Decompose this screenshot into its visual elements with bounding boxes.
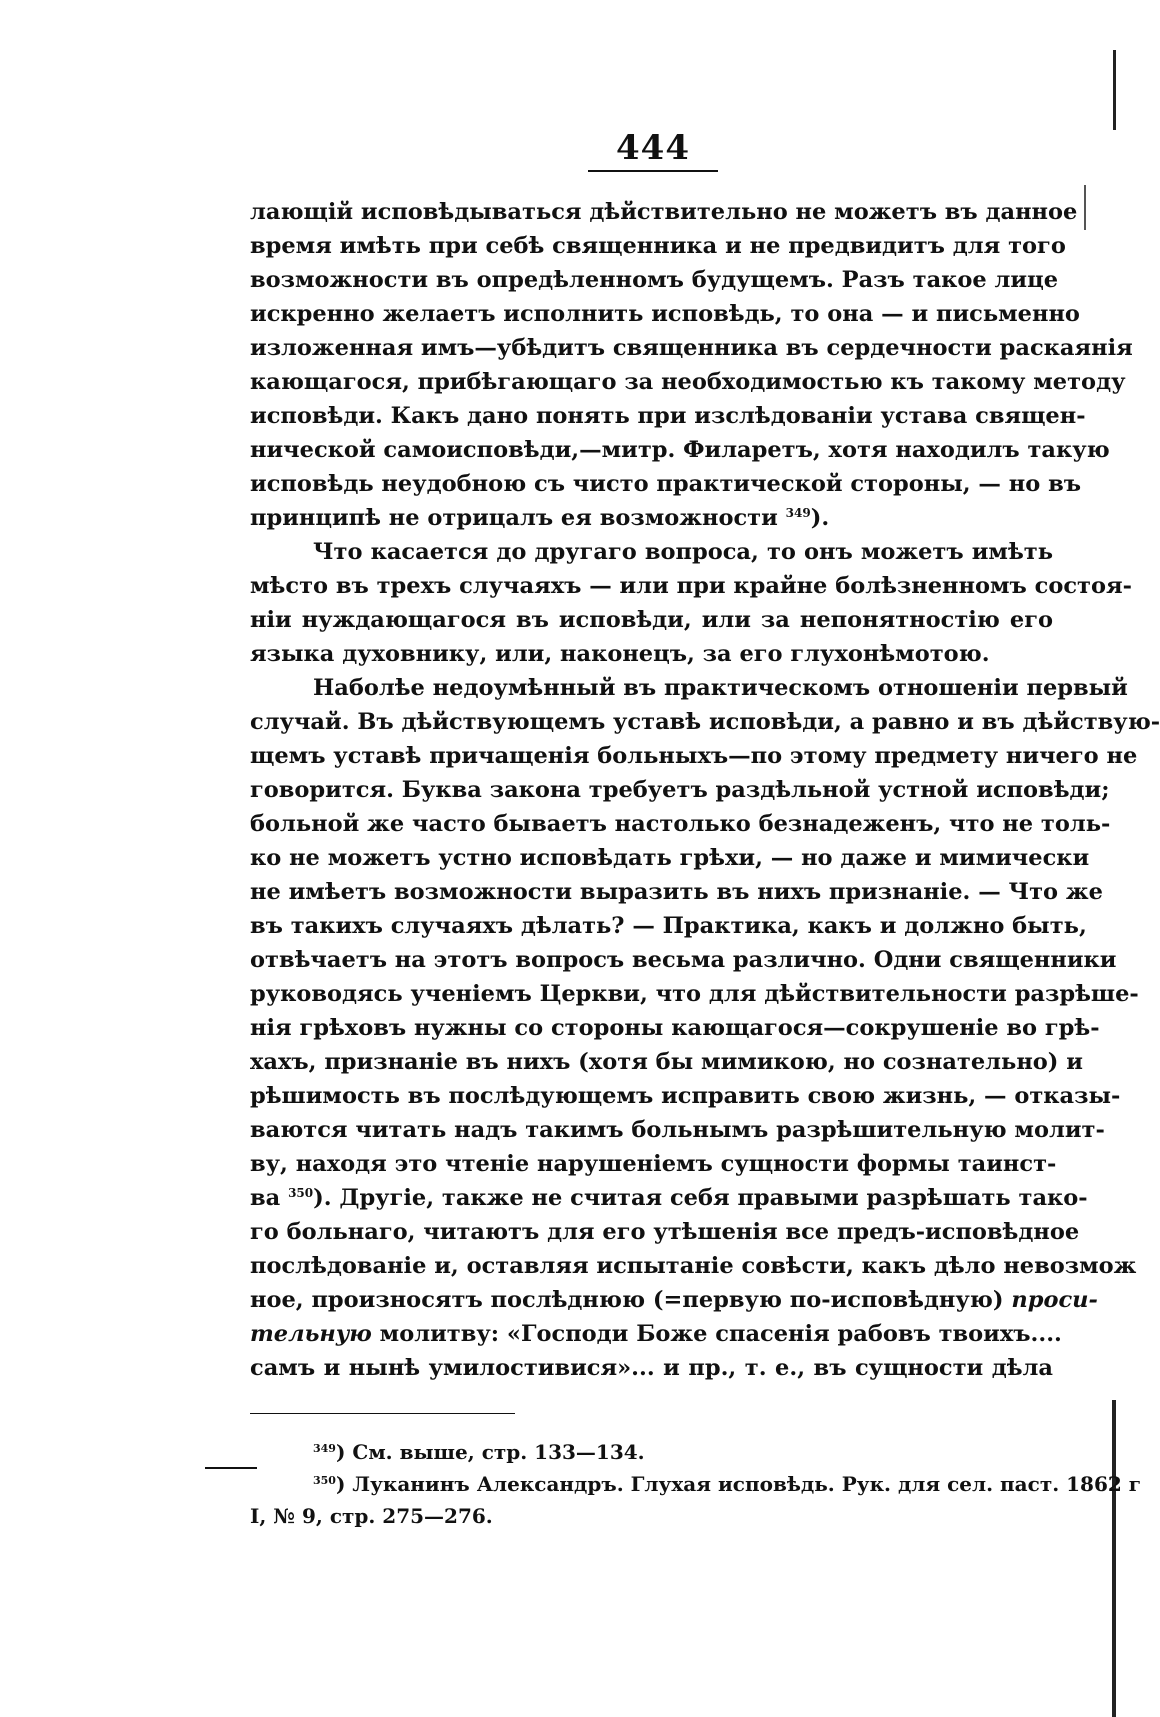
text-line: рѣшимость въ послѣдующемъ исправить свою жизнь, — отказы- (250, 1083, 1121, 1109)
text-line: Наболѣе недоумѣнный въ практическомъ отношеніи первый (313, 675, 1128, 701)
text-line (250, 501, 1053, 535)
text-line: исповѣдь неудобною съ чисто практической стороны, — но въ (250, 471, 1081, 497)
text-line: отвѣчаетъ на этотъ вопросъ весьма различно. Одни священники (250, 947, 1117, 973)
italic-text: проси- (1011, 1287, 1098, 1313)
text-line: въ такихъ случаяхъ дѣлать? — Практика, какъ и должно быть, (250, 913, 1087, 939)
footnote-number: 349 (313, 1442, 336, 1455)
text-line: изложенная имъ—убѣдитъ священника въ сердечности раскаянія (250, 335, 1133, 361)
footnote-350-continuation: I, № 9, стр. 275—276. (250, 1504, 493, 1528)
text-line: случай. Въ дѣйствующемъ уставѣ исповѣди, а равно и въ дѣйствую- (250, 709, 1160, 735)
text-line: не имѣетъ возможности выразить въ нихъ признаніе. — Что же (250, 879, 1103, 905)
text-segment: ное, произносятъ послѣднюю (=первую по-исповѣдную) (250, 1287, 1004, 1313)
footnote-separator (250, 1413, 515, 1414)
text-segment: ). (810, 505, 830, 531)
text-line (250, 1181, 1088, 1215)
scan-edge-bottom (1112, 1400, 1116, 1717)
footnote-ref-349[interactable]: 349 (785, 506, 811, 520)
text-segment: молитву: «Господи Боже спасенія рабовъ твоихъ.... (379, 1321, 1062, 1347)
text-line: хахъ, признаніе въ нихъ (хотя бы мимикою, но сознательно) и (250, 1049, 1083, 1075)
footnote-text: ) См. выше, стр. 133—134. (335, 1440, 645, 1464)
text-segment: ). Другіе, также не считая себя правыми разрѣшать тако- (313, 1185, 1088, 1211)
text-line: Что касается до другаго вопроса, то онъ можетъ имѣть (313, 539, 1053, 565)
text-line (250, 1283, 1098, 1317)
text-line: больной же часто бываетъ настолько безнадеженъ, что не толь- (250, 811, 1111, 837)
text-segment: ва (250, 1185, 281, 1211)
page-number-rule (588, 170, 718, 172)
text-line: нической самоисповѣди,—митр. Филаретъ, хотя находилъ такую (250, 437, 1110, 463)
text-line: искренно желаетъ исполнить исповѣдь, то она — и письменно (250, 301, 1080, 327)
text-line: возможности въ опредѣленномъ будущемъ. Разъ такое лице (250, 267, 1059, 293)
text-line: ваются читать надъ такимъ больнымъ разрѣшительную молит- (250, 1117, 1105, 1143)
italic-text: тельную (250, 1321, 372, 1347)
text-line: руководясь ученіемъ Церкви, что для дѣйствительности разрѣше- (250, 981, 1139, 1007)
text-segment: принципѣ не отрицалъ ея возможности (250, 505, 778, 531)
footnote-number: 350 (313, 1474, 336, 1487)
footnote-349 (250, 1436, 1053, 1468)
scan-edge-top (1113, 50, 1116, 130)
footnote-350 (250, 1468, 1142, 1500)
text-line: ву, находя это чтеніе нарушеніемъ сущности формы таинст- (250, 1151, 1057, 1177)
text-line: языка духовнику, или, наконецъ, за его глухонѣмотою. (250, 641, 990, 667)
body-text (250, 195, 1160, 1385)
text-line: время имѣть при себѣ священника и не предвидитъ для того (250, 233, 1066, 259)
text-line: говорится. Буква закона требуетъ раздѣльной устной исповѣди; (250, 777, 1110, 803)
text-line: самъ и нынѣ умилостивися»... и пр., т. е., въ сущности дѣла (250, 1355, 1053, 1381)
page-number: 444 (616, 128, 690, 168)
text-line: ніи нуждающагося въ исповѣди, или за непонятностію его (250, 607, 1053, 633)
text-line: щемъ уставѣ причащенія больныхъ—по этому предмету ничего не (250, 743, 1138, 769)
text-line: мѣсто въ трехъ случаяхъ — или при крайне болѣзненномъ состоя- (250, 573, 1132, 599)
text-line: исповѣди. Какъ дано понять при изслѣдованіи устава священ- (250, 403, 1086, 429)
text-line: кающагося, прибѣгающаго за необходимостью къ такому методу (250, 369, 1126, 395)
footnotes (250, 1436, 1142, 1532)
text-line: лающій исповѣдываться дѣйствительно не можетъ въ данное (250, 199, 1078, 225)
text-line: ко не можетъ устно исповѣдать грѣхи, — но даже и мимически (250, 845, 1090, 871)
scan-edge-mid (1084, 185, 1086, 230)
text-line: го больнаго, читаютъ для его утѣшенія все предъ-исповѣдное (250, 1219, 1080, 1245)
text-line: нія грѣховъ нужны со стороны кающагося—сокрушеніе во грѣ- (250, 1015, 1100, 1041)
text-line (250, 1317, 1062, 1351)
text-line: послѣдованіе и, оставляя испытаніе совѣсти, какъ дѣло невозмож (250, 1253, 1137, 1279)
footnote-text: ) Луканинъ Александръ. Глухая исповѣдь. Рук. для сел. паст. 1862 г (335, 1472, 1142, 1496)
footnote-ref-350[interactable]: 350 (288, 1186, 314, 1200)
